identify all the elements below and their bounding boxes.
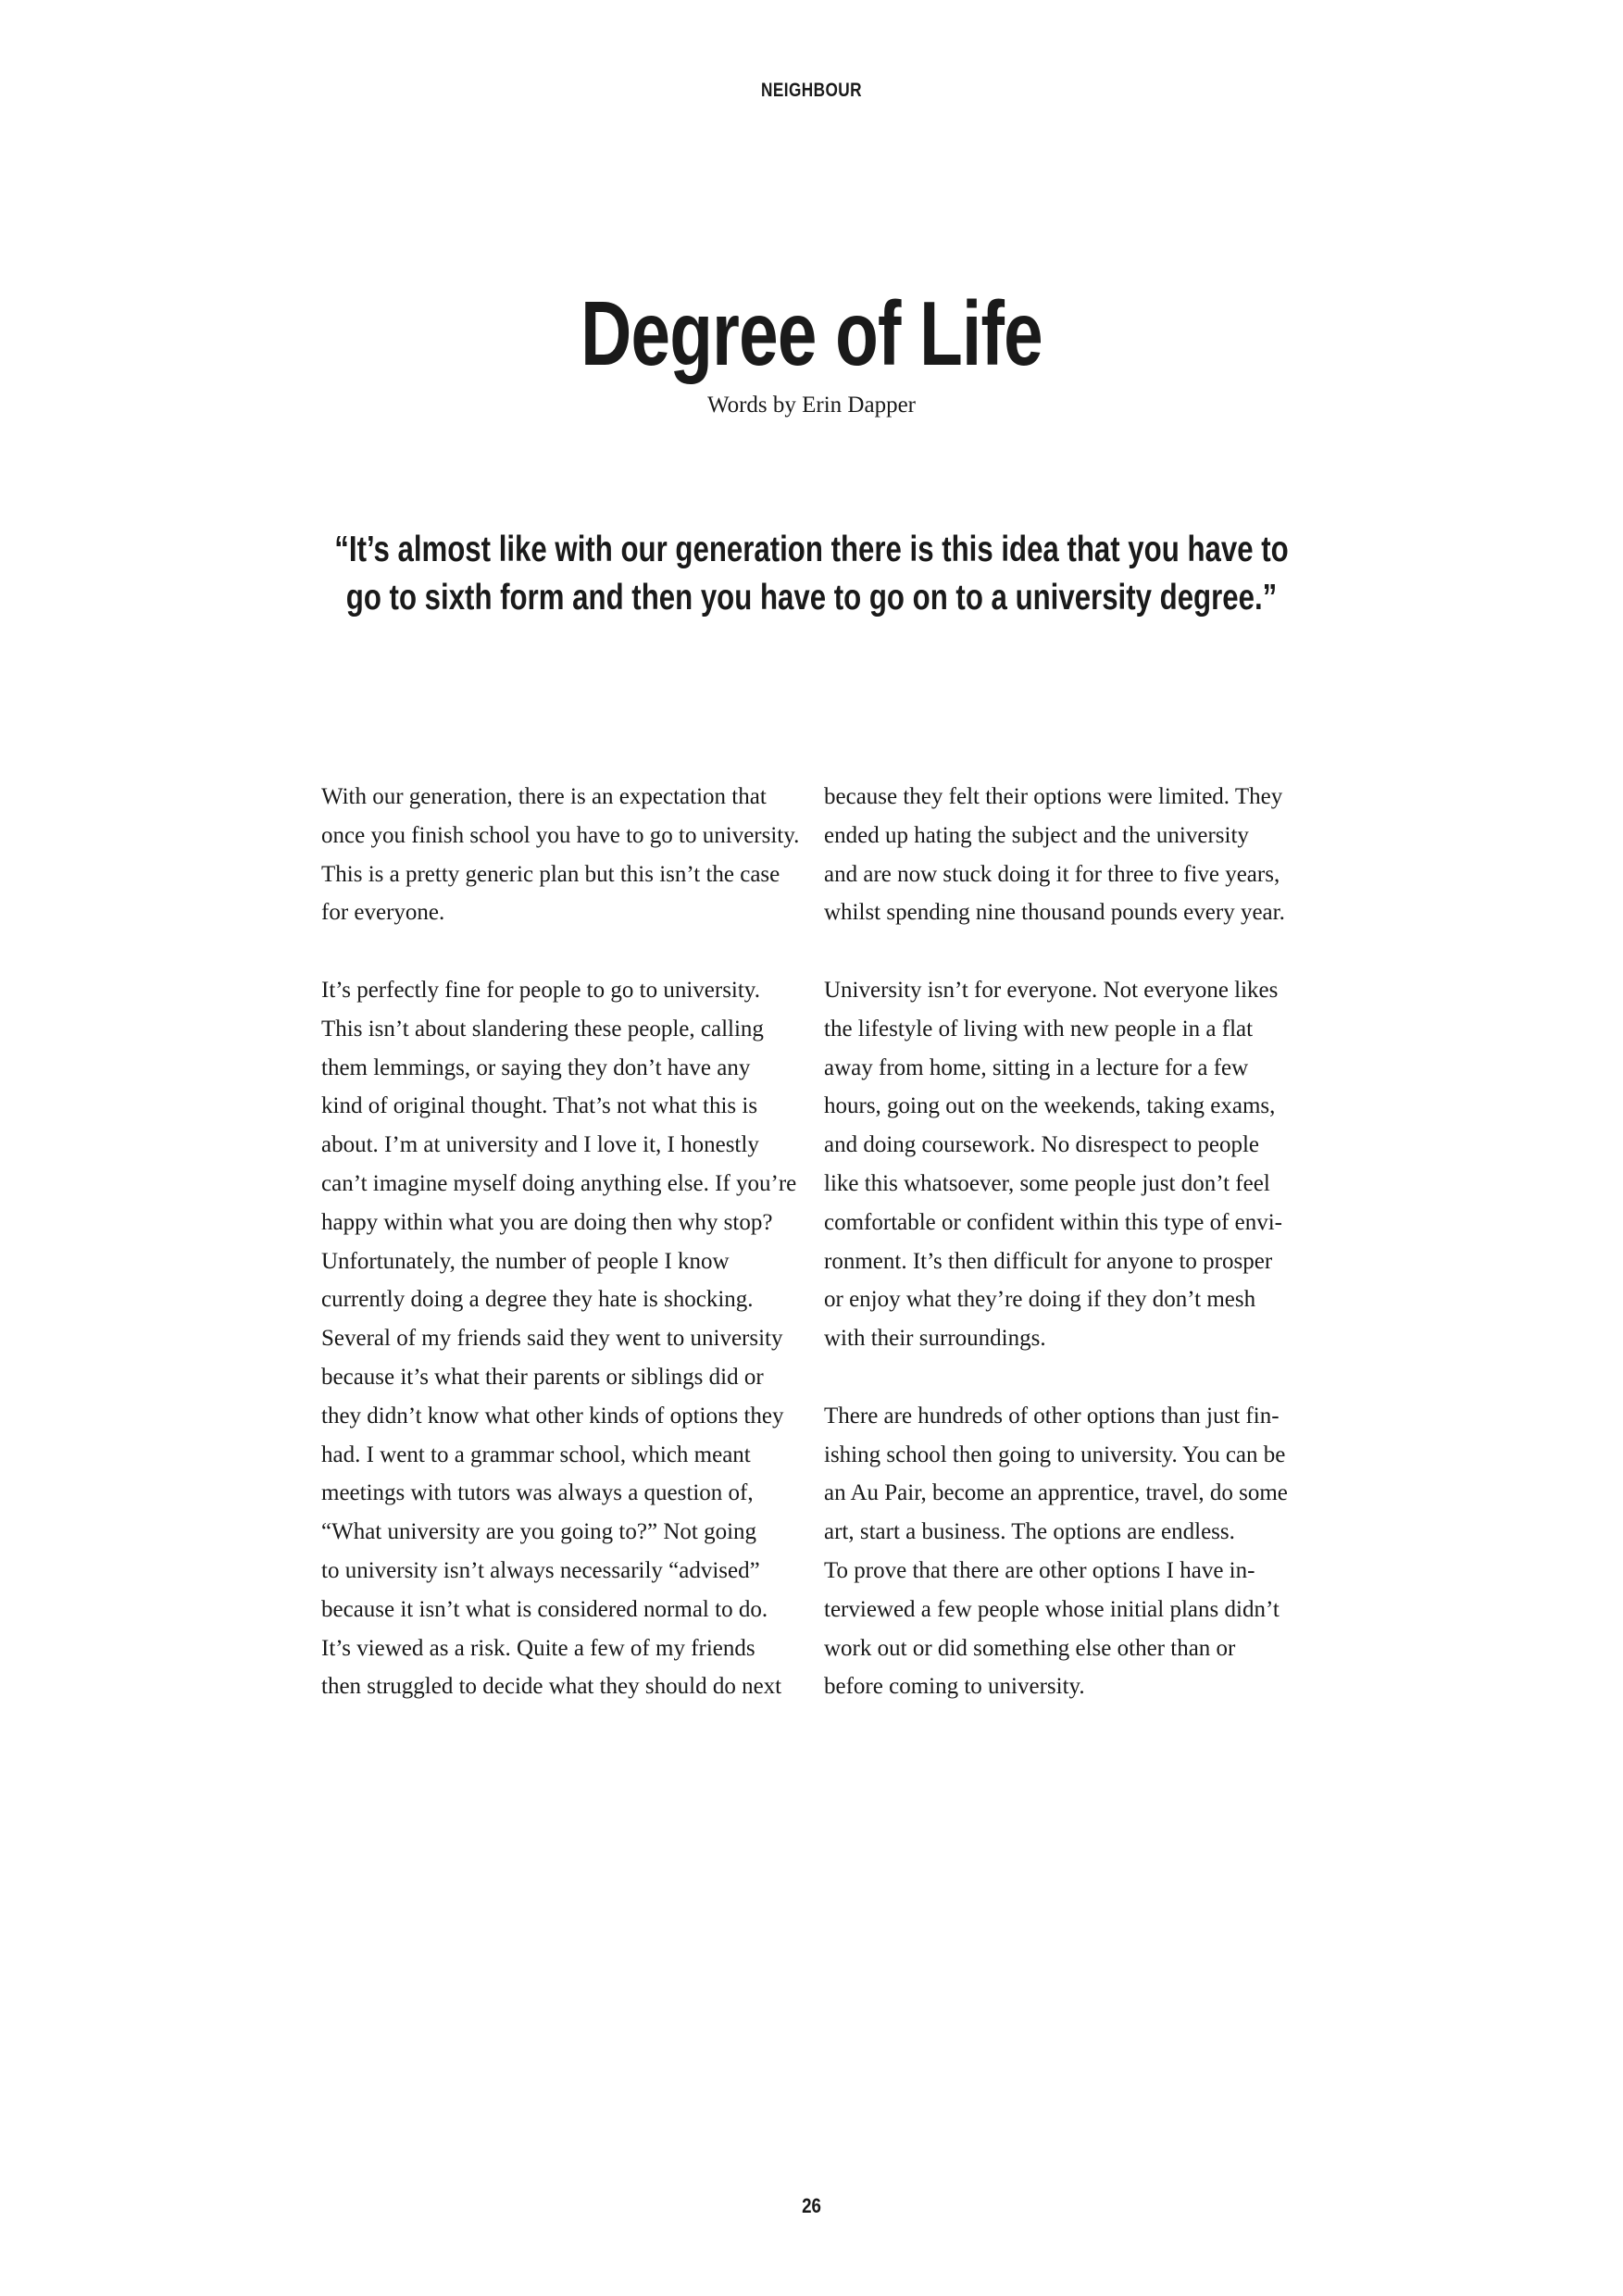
paragraph: [321, 971, 821, 1706]
text-line: It’s perfectly fine for people to go to university.: [321, 977, 760, 1003]
pull-quote-line: “It’s almost like with our generation there is this idea that you have to: [334, 530, 1289, 569]
text-line: meetings with tutors was always a question of,: [321, 1480, 754, 1506]
text-line: hours, going out on the weekends, taking exams,: [824, 1093, 1276, 1119]
paragraph-gap: [824, 1358, 1324, 1397]
paragraph: [824, 1397, 1324, 1706]
text-line: because it isn’t what is considered normal to do.: [321, 1596, 768, 1622]
text-line: University isn’t for everyone. Not everyone likes: [824, 977, 1279, 1003]
text-line: comfortable or confident within this type of envi-: [824, 1209, 1283, 1235]
text-line: an Au Pair, become an apprentice, travel, do some: [824, 1480, 1288, 1506]
paragraph-gap: [824, 932, 1324, 971]
text-line: because they felt their options were limited. They: [824, 784, 1283, 809]
text-line: This is a pretty generic plan but this isn’t the case: [321, 861, 780, 887]
text-line: Several of my friends said they went to university: [321, 1326, 783, 1352]
page-number: 26: [802, 2194, 821, 2217]
text-line: whilst spending nine thousand pounds every year.: [824, 900, 1285, 926]
text-line: the lifestyle of living with new people in a flat: [824, 1016, 1254, 1042]
text-line: with their surroundings.: [824, 1326, 1046, 1352]
text-line: happy within what you are doing then why stop?: [321, 1209, 773, 1235]
text-line: ronment. It’s then difficult for anyone to prosper: [824, 1248, 1273, 1274]
text-line: they didn’t know what other kinds of options they: [321, 1403, 784, 1429]
text-line: once you finish school you have to go to university.: [321, 822, 800, 848]
byline: Words by Erin Dapper: [706, 393, 916, 418]
text-line: There are hundreds of other options than just fin-: [824, 1403, 1280, 1429]
text-line: because it’s what their parents or siblings did or: [321, 1364, 764, 1390]
text-line: then struggled to decide what they should do next: [321, 1674, 782, 1700]
left-column: [321, 778, 821, 1706]
text-line: about. I’m at university and I love it, I honestly: [321, 1132, 759, 1158]
text-line: or enjoy what they’re doing if they don’t mesh: [824, 1287, 1256, 1313]
right-column: [824, 778, 1324, 1706]
running-head: NEIGHBOUR: [761, 80, 862, 101]
text-line: for everyone.: [321, 900, 445, 926]
text-line: and doing coursework. No disrespect to people: [824, 1132, 1260, 1158]
text-line: To prove that there are other options I have in-: [824, 1557, 1255, 1583]
text-line: This isn’t about slandering these people, calling: [321, 1016, 764, 1042]
article-title: Degree of Life: [581, 282, 1042, 384]
text-line: “What university are you going to?” Not going: [321, 1519, 757, 1545]
text-line: kind of original thought. That’s not what this is: [321, 1093, 758, 1119]
pull-quote: [162, 526, 1460, 622]
text-line: can’t imagine myself doing anything else. If you’re: [321, 1170, 797, 1196]
text-line: art, start a business. The options are endless.: [824, 1519, 1235, 1545]
paragraph: [824, 778, 1324, 932]
text-line: away from home, sitting in a lecture for a few: [824, 1054, 1249, 1080]
paragraph-gap: [321, 932, 821, 971]
paragraph: [321, 778, 821, 932]
text-line: like this whatsoever, some people just don’t feel: [824, 1170, 1270, 1196]
text-line: It’s viewed as a risk. Quite a few of my friends: [321, 1635, 755, 1661]
text-line: them lemmings, or saying they don’t have any: [321, 1054, 751, 1080]
text-line: work out or did something else other than or: [824, 1635, 1236, 1661]
text-line: terviewed a few people whose initial plans didn’t: [824, 1596, 1280, 1622]
text-line: before coming to university.: [824, 1674, 1085, 1700]
text-line: ended up hating the subject and the university: [824, 822, 1249, 848]
text-line: currently doing a degree they hate is shocking.: [321, 1287, 754, 1313]
text-line: With our generation, there is an expectation that: [321, 784, 767, 809]
text-line: ishing school then going to university. You can be: [824, 1441, 1286, 1467]
text-line: had. I went to a grammar school, which meant: [321, 1441, 751, 1467]
text-line: and are now stuck doing it for three to five years,: [824, 861, 1280, 887]
text-line: Unfortunately, the number of people I know: [321, 1248, 730, 1274]
text-line: to university isn’t always necessarily “advised”: [321, 1557, 760, 1583]
pull-quote-line: go to sixth form and then you have to go on to a university degree.”: [345, 578, 1278, 618]
paragraph: [824, 971, 1324, 1358]
